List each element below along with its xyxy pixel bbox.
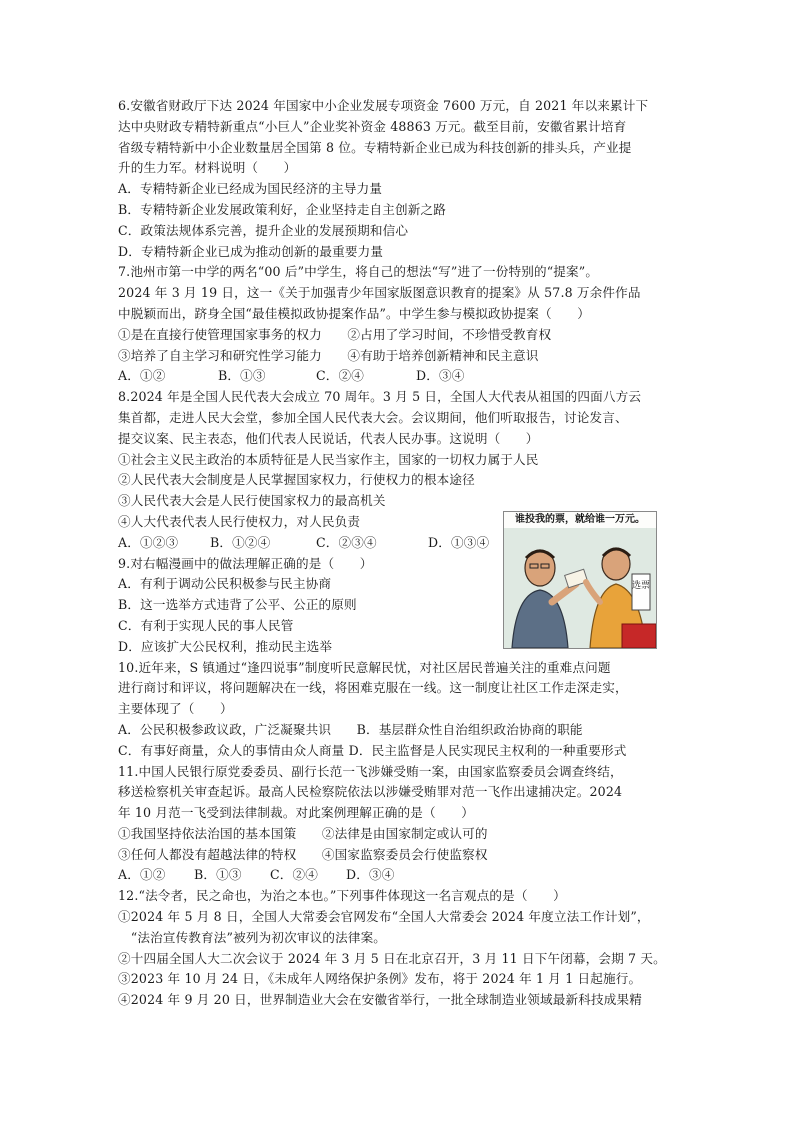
option-d: D．应该扩大公民权利，推动民主选举	[118, 638, 333, 654]
statement: ①是在直接行使管理国家事务的权力 ②占用了学习时间，不珍惜受教育权	[118, 326, 552, 342]
statement: ②人民代表大会制度是人民掌握国家权力，行使权力的根本途径	[118, 472, 475, 488]
question-stem: 年 10 月范一飞受到法律制裁。对此案例理解正确的是（ ）	[118, 805, 474, 821]
statement: ④2024 年 9 月 20 日，世界制造业大会在安徽省举行，一批全球制造业领域最新科技成果精	[118, 992, 642, 1008]
choice-d: D．③④	[346, 867, 395, 883]
choice-a: A．①②	[118, 368, 166, 384]
option-d: D．专精特新企业已成为推动创新的最重要力量	[118, 243, 384, 259]
question-stem: 11.中国人民银行原党委委员、副行长范一飞涉嫌受贿一案，由国家监察委员会调查终结，	[118, 763, 623, 779]
option-c: C．政策法规体系完善，提升企业的发展预期和信心	[118, 222, 409, 238]
question-7	[118, 262, 694, 387]
choice-b: B．①③	[194, 867, 242, 883]
statement: ①2024 年 5 月 8 日，全国人大常委会官网发布“全国人大常委会 2024 年度立法工作计划”，	[118, 909, 650, 925]
choice-b: B．①③	[218, 368, 266, 384]
statement: ④人大代表代表人民行使权力，对人民负责	[118, 513, 361, 529]
ballot-box	[622, 624, 656, 648]
question-6	[118, 96, 694, 262]
choice-row	[118, 366, 694, 387]
ballot-paper	[632, 574, 650, 610]
question-stem: 9.对右幅漫画中的做法理解正确的是（ ）	[118, 555, 373, 571]
statement: “法治宣传教育法”被列为初次审议的法律案。	[118, 929, 387, 945]
choice-b: B．①②④	[210, 534, 271, 550]
question-stem: 省级专精特新中小企业数量居全国第 8 位。专精特新企业已成为科技创新的排头兵，产业提	[118, 139, 632, 155]
vote-buying-cartoon	[503, 511, 657, 649]
choice-d: D．①③④	[428, 534, 490, 550]
statement: ③培养了自主学习和研究性学习能力 ④有助于培养创新精神和民主意识	[118, 347, 539, 363]
statement: ③2023 年 10 月 24 日，《未成年人网络保护条例》发布，将于 2024 年 1 月 1 日起施行。	[118, 971, 642, 987]
question-stem: 提交议案、民主表态，他们代表人民说话，代表人民办事。这说明（ ）	[118, 430, 539, 446]
question-stem: 进行商讨和评议，将问题解决在一线，将困难克服在一线。这一制度让社区工作走深走实，	[118, 680, 628, 696]
option-c: C．有利于实现人民的事人民管	[118, 617, 294, 633]
option-b: B．这一选举方式违背了公平、公正的原则	[118, 597, 357, 613]
option-b: B．专精特新企业发展政策利好，企业坚持走自主创新之路	[118, 201, 446, 217]
choice-d: D．③④	[416, 368, 465, 384]
choice-a: A．①②	[118, 867, 166, 883]
option-a: A．有利于调动公民积极参与民主协商	[118, 576, 332, 592]
cartoon-drawing	[504, 528, 656, 648]
question-stem: 集首都，走进人民大会堂，参加全国人民代表大会。会议期间，他们听取报告，讨论发言、	[118, 409, 628, 425]
statement: ③人民代表大会是人民行使国家权力的最高机关	[118, 493, 386, 509]
statement: ③任何人都没有超越法律的特权 ④国家监察委员会行使监察权	[118, 846, 488, 862]
cartoon-caption: 谁投我的票，就给谁一万元。	[504, 512, 656, 528]
question-stem: 达中央财政专精特新重点“小巨人”企业奖补资金 48863 万元。截至目前，安徽省累计培育	[118, 118, 627, 134]
statement: ②十四届全国人大二次会议于 2024 年 3 月 5 日在北京召开，3 月 11 日下午闭幕，会期 7 天。	[118, 950, 666, 966]
question-stem: 2024 年 3 月 19 日，这一《关于加强青少年国家版图意识教育的提案》从 57.8 万余件作品	[118, 285, 641, 301]
statement: ①我国坚持依法治国的基本国策 ②法律是由国家制定或认可的	[118, 825, 488, 841]
question-stem: 升的生力军。材料说明（ ）	[118, 160, 297, 176]
option-a: A．专精特新企业已经成为国民经济的主导力量	[118, 181, 383, 197]
ballot-label: 选票	[631, 581, 651, 591]
question-stem: 主要体现了（ ）	[118, 701, 233, 717]
question-10	[118, 658, 694, 762]
question-stem: 中脱颖而出，跻身全国“最佳模拟政协提案作品”。中学生参与模拟政协提案（ ）	[118, 305, 590, 321]
question-stem: 12.“法令者，民之命也，为治之本也。”下列事件体现这一名言观点的是（ ）	[118, 888, 566, 904]
question-12	[118, 886, 694, 1011]
choice-row	[118, 865, 694, 886]
choice-c: C．②④	[316, 368, 365, 384]
question-stem: 6.安徽省财政厅下达 2024 年国家中小企业发展专项资金 7600 万元，自 2021 年以来累计下	[118, 98, 649, 113]
question-stem: 7.池州市第一中学的两名“00 后”中学生，将自己的想法“写”进了一份特别的“提案”。	[118, 264, 599, 280]
question-stem: 10.近年来，S 镇通过“逢四说事”制度听民意解民忧，对社区居民普遍关注的重难点问题	[118, 659, 611, 675]
choice-a: A．①②③	[118, 534, 179, 550]
question-stem: 8.2024 年是全国人民代表大会成立 70 周年。3 月 5 日，全国人大代表从祖国的四面八方云	[118, 389, 642, 405]
statement: ①社会主义民主政治的本质特征是人民当家作主，国家的一切权力属于人民	[118, 451, 539, 467]
choice-c: C．②③④	[316, 534, 377, 550]
question-11	[118, 762, 694, 887]
options-cd: C．有事好商量，众人的事情由众人商量 D．民主监督是人民实现民主权利的一种重要形式	[118, 742, 627, 758]
options-ab: A．公民积极参政议政，广泛凝聚共识 B．基层群众性自治组织政治协商的职能	[118, 721, 583, 737]
question-stem: 移送检察机关审查起诉。最高人民检察院依法以涉嫌受贿罪对范一飞作出逮捕决定。2024	[118, 784, 623, 800]
choice-c: C．②④	[270, 867, 319, 883]
